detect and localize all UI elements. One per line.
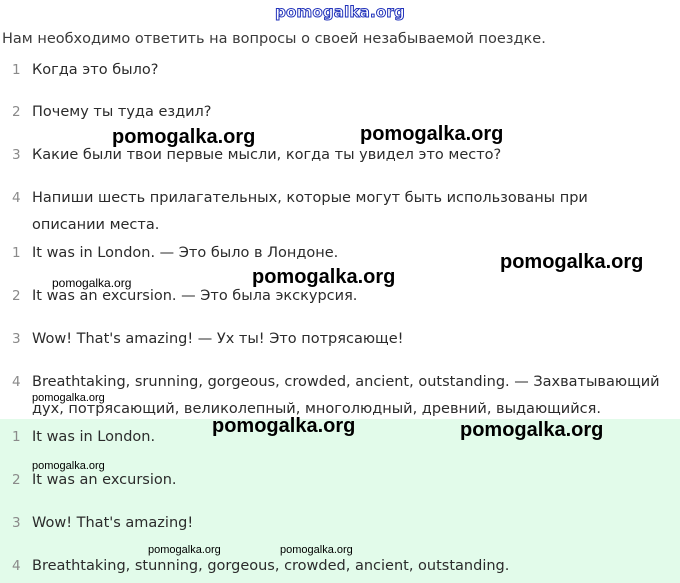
watermark: pomogalka.org (460, 419, 604, 441)
watermark: pomogalka.org (32, 392, 105, 404)
item-text: Wow! That's amazing! (32, 515, 194, 531)
item-number: 4 (12, 558, 21, 574)
item-number: 3 (12, 147, 21, 163)
item-text: Breathtaking, stunning, gorgeous, crowded, ancient, outstanding. (32, 558, 510, 574)
item-text: Какие были твои первые мысли, когда ты увидел это место? (32, 147, 502, 163)
watermark: pomogalka.org (280, 544, 353, 556)
item-number: 4 (12, 374, 21, 390)
item-number: 3 (12, 515, 21, 531)
item-number: 4 (12, 190, 21, 206)
watermark: pomogalka.org (112, 126, 256, 148)
watermark: pomogalka.org (32, 460, 105, 472)
watermark: pomogalka.org (252, 266, 396, 288)
item-number: 2 (12, 288, 21, 304)
watermark: pomogalka.org (52, 276, 132, 290)
item-text: It was an excursion. (32, 472, 177, 488)
item-text: Когда это было? (32, 62, 159, 78)
item-text: It was in London. — Это было в Лондоне. (32, 245, 339, 261)
item-text: Почему ты туда ездил? (32, 104, 212, 120)
item-text: Wow! That's amazing! — Ух ты! Это потрясающе! (32, 331, 404, 347)
item-number: 3 (12, 331, 21, 347)
item-text: It was an excursion. — Это была экскурсия. (32, 288, 358, 304)
site-header: pomogalka.org (275, 3, 405, 21)
item-text: It was in London. (32, 429, 156, 445)
watermark: pomogalka.org (360, 123, 504, 145)
item-number: 1 (12, 245, 21, 261)
item-number: 1 (12, 429, 21, 445)
watermark: pomogalka.org (212, 415, 356, 437)
watermark: pomogalka.org (148, 544, 221, 556)
item-number: 2 (12, 104, 21, 120)
intro-text: Нам необходимо ответить на вопросы о своей незабываемой поездке. (2, 31, 546, 47)
watermark: pomogalka.org (500, 251, 644, 273)
item-number: 2 (12, 472, 21, 488)
item-text: Breathtaking, srunning, gorgeous, crowded, ancient, outstanding. — Захватывающий дух, потрясающий, великолепный, многолюдный, древний, выдающийся. (32, 374, 660, 417)
item-number: 1 (12, 62, 21, 78)
item-text: Напиши шесть прилагательных, которые могут быть использованы при описании места. (32, 190, 588, 233)
